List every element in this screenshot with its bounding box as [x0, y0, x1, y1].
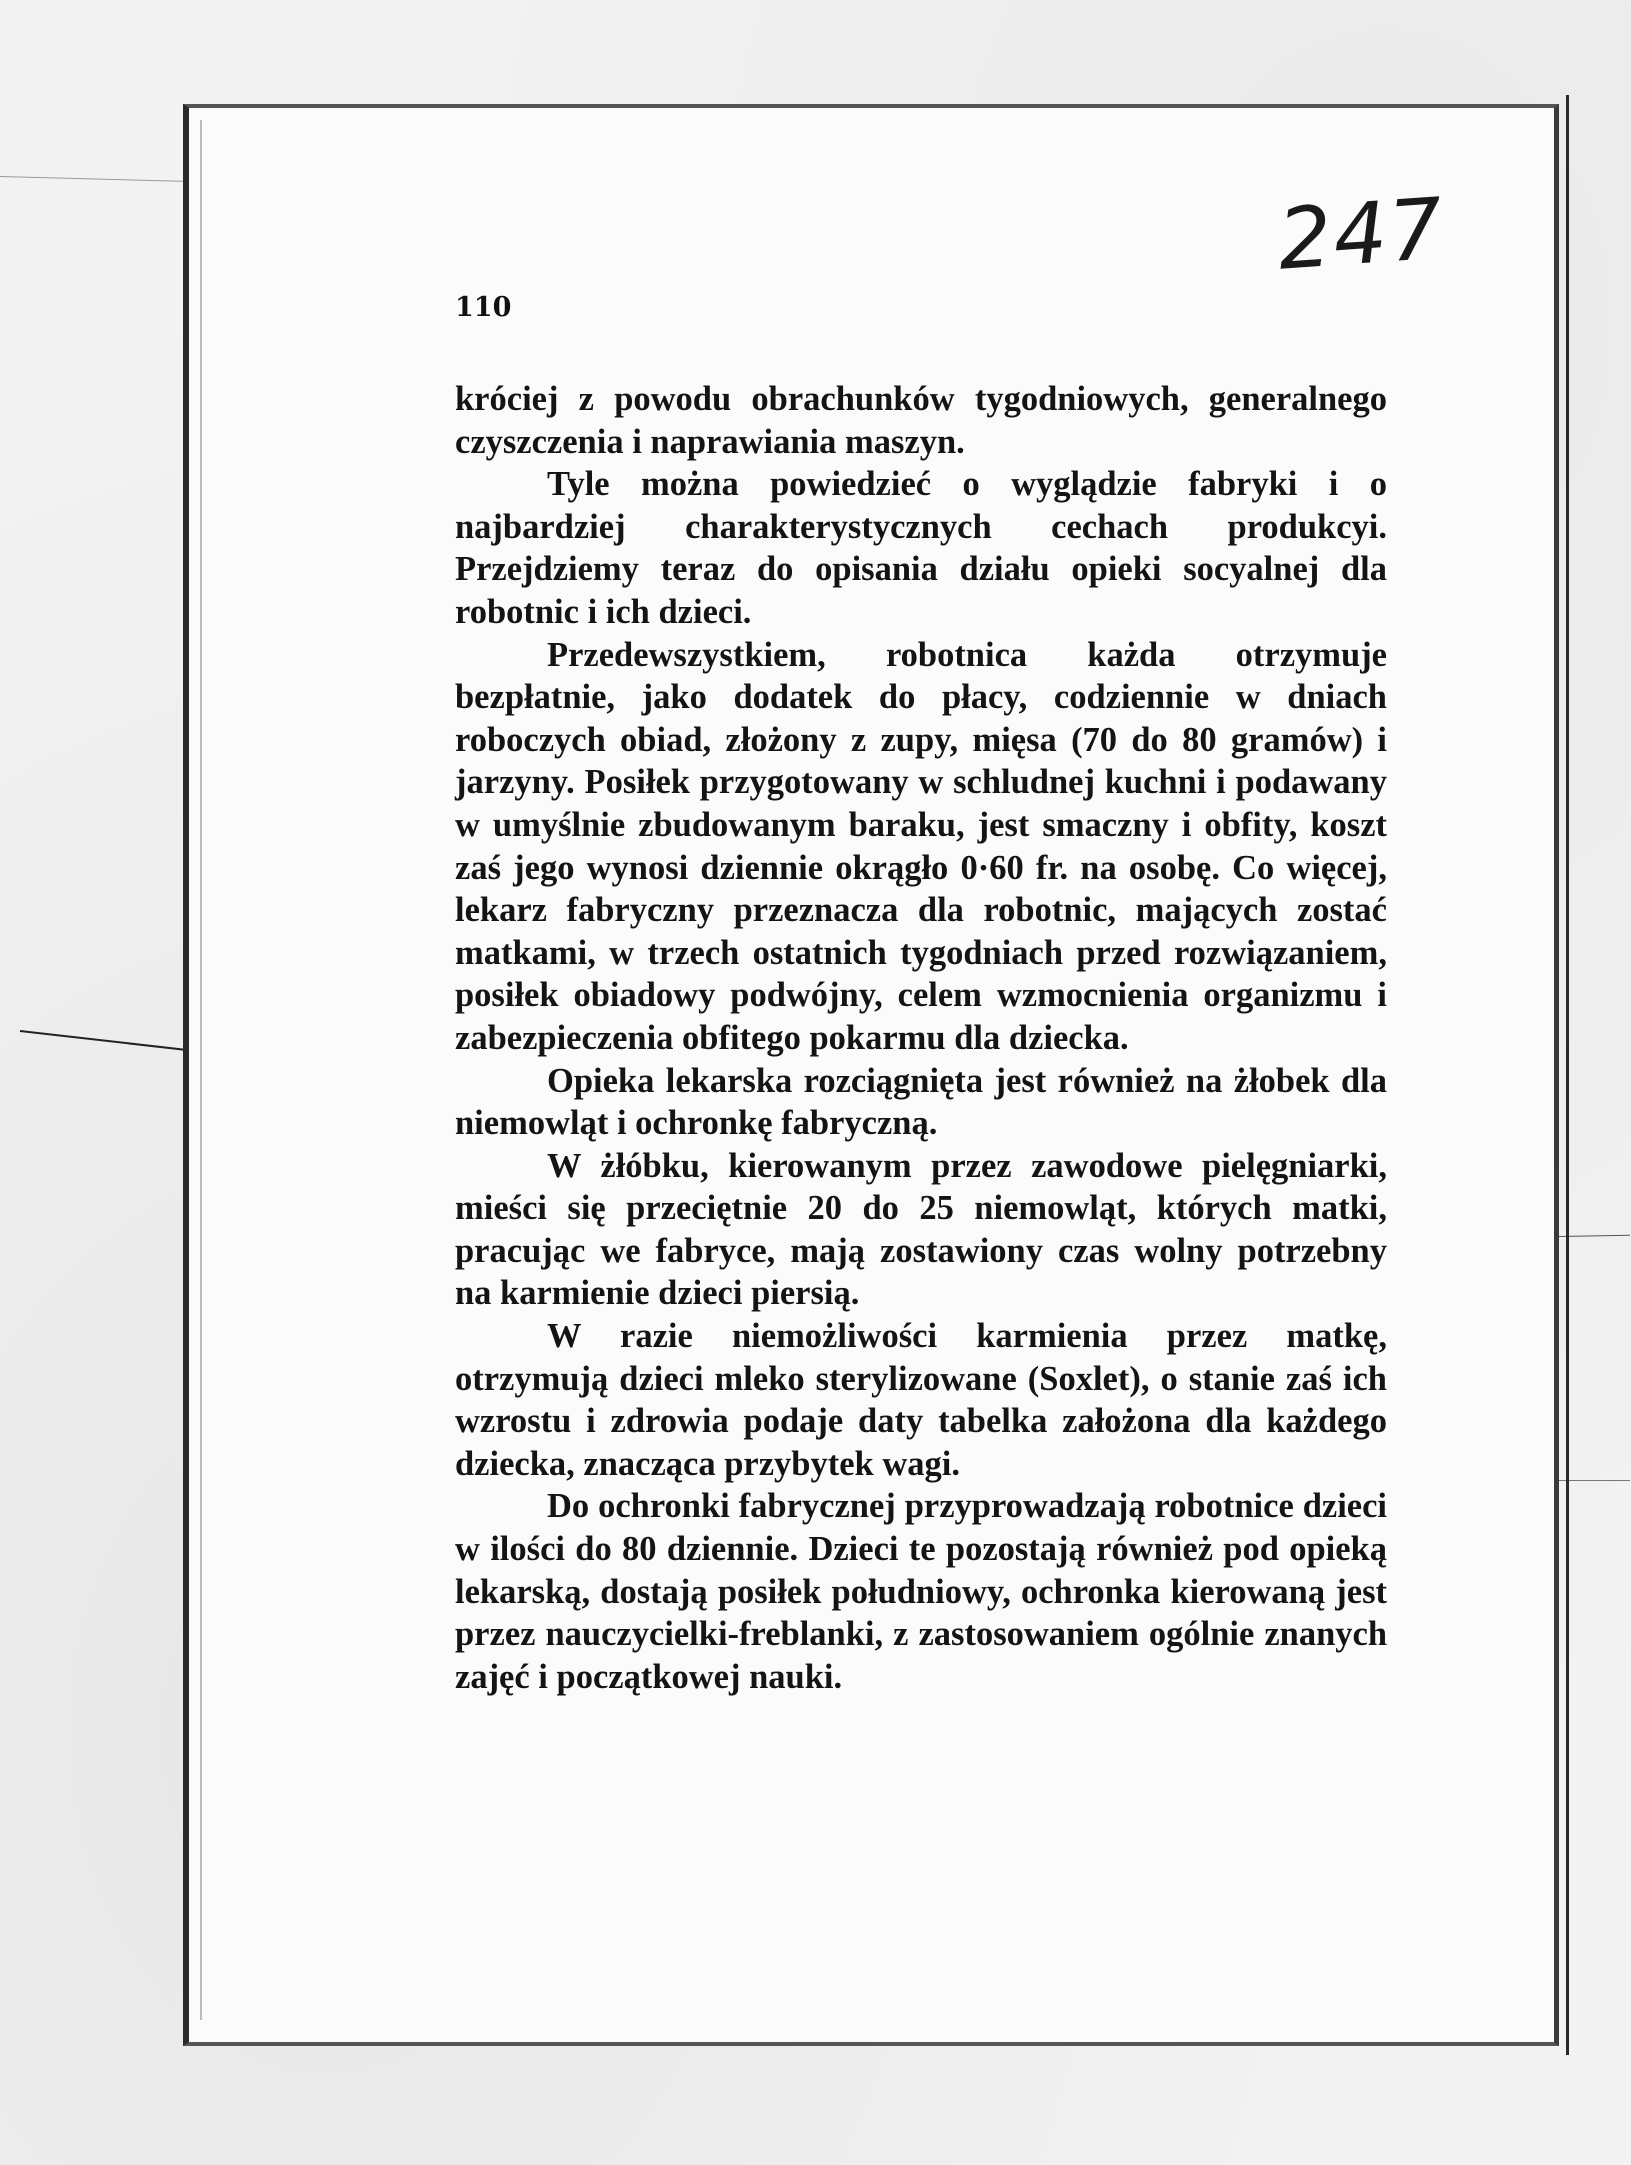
handwritten-folio-number: 247 [1274, 179, 1448, 289]
paragraph: W żłóbku, kierowanym przez zawodowe pielęgniarki, mieści się przeciętnie 20 do 25 niemowląt, których matki, pracując we fabryce, mają zostawiony czas wolny potrzebny na karmienie dzieci piersią. [455, 1146, 1387, 1313]
page-fold-shadow [200, 120, 202, 2020]
paragraph: Przedewszystkiem, robotnica każda otrzymuje bezpłatnie, jako dodatek do płacy, codziennie w dniach roboczych obiad, złożony z zupy, mięsa (70 do 80 gramów) i jarzyny. Posiłek przygotowany w schludnej kuchni i podawany w umyślnie zbudowanym baraku, jest smaczny i obfity, koszt zaś jego wynosi dziennie okrągło 0·60 fr. na osobę. Co więcej, lekarz fabryczny przeznacza dla robotnic, mających zostać matkami, w trzech ostatnich tygodniach przed rozwiązaniem, posiłek obiadowy podwójny, celem wzmocnienia organizmu i zabezpieczenia obfitego pokarmu dla dziecka. [455, 635, 1387, 1057]
paragraph: Do ochronki fabrycznej przyprowadzają robotnice dzieci w ilości do 80 dziennie. Dzieci te pozostają również pod opieką lekarską, dostają posiłek południowy, ochronka kierowaną jest przez nauczycielki-freblanki, z zastosowaniem ogólnie znanych zajęć i początkowej nauki. [455, 1487, 1387, 1696]
paragraph: Tyle można powiedzieć o wyglądzie fabryki i o najbardziej charakterystycznych cechach produkcyi. Przejdziemy teraz do opisania działu opieki socyalnej dla robotnic i ich dzieci. [455, 465, 1387, 631]
page-number: 110 [455, 292, 512, 323]
paragraph: króciej z powodu obrachunków tygodniowych, generalnego czyszczenia i naprawiania maszyn. [455, 380, 1387, 461]
paragraph: Opieka lekarska rozciągnięta jest również na żłobek dla niemowląt i ochronkę fabryczną. [455, 1061, 1387, 1143]
body-text [455, 378, 1387, 1698]
paragraph: W razie niemożliwości karmienia przez matkę, otrzymują dzieci mleko sterylizowane (Soxlet), o stanie zaś ich wzrostu i zdrowia podaje daty tabelka założona dla każdego dziecka, znacząca przybytek wagi. [455, 1317, 1387, 1483]
page-right-edge [1566, 95, 1569, 2055]
